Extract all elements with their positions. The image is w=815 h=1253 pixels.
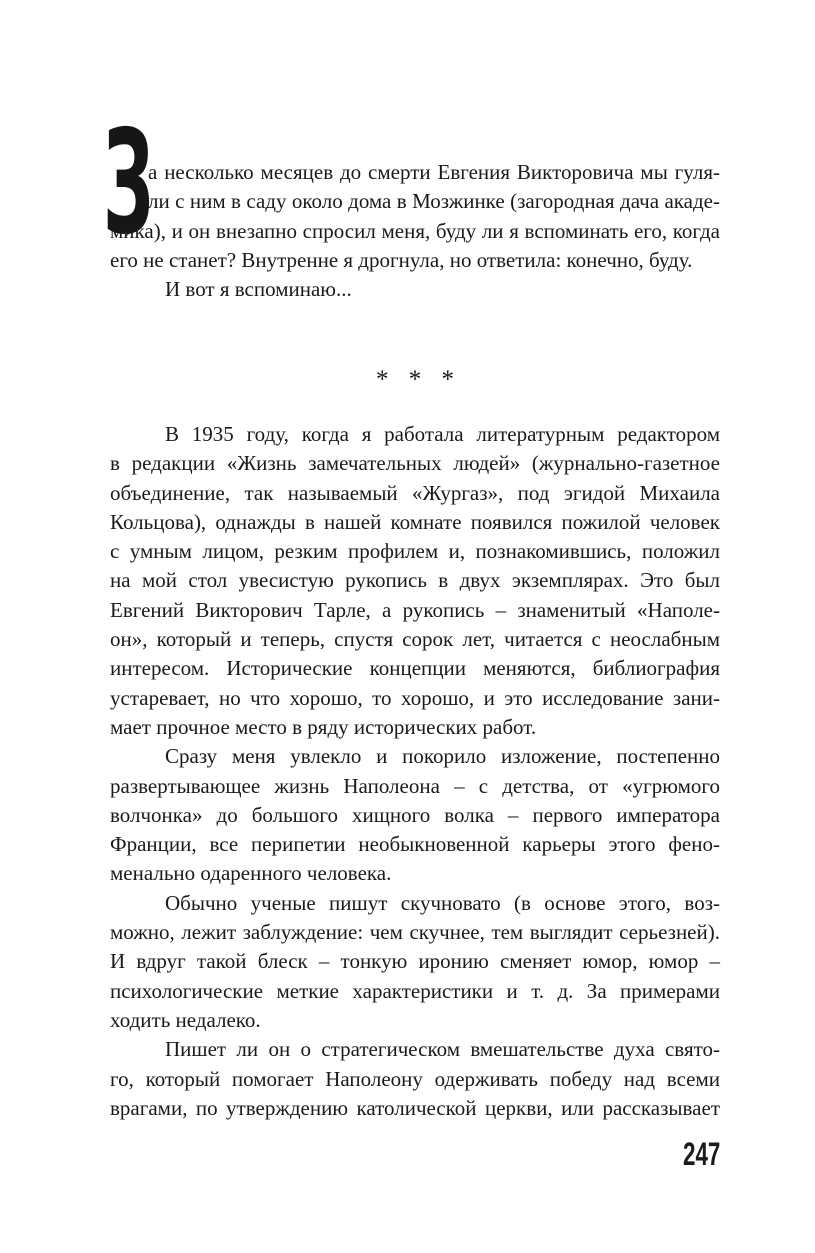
text-line: го, который помогает Наполеону одерживать победу над всеми	[110, 1066, 720, 1091]
text-line: можно, лежит заблуждение: чем скучнее, тем выглядит серьезней).	[110, 920, 720, 945]
dropcap-letter: З	[103, 99, 154, 266]
text-line: менально одаренного человека.	[110, 861, 392, 886]
text-line: развертывающее жизнь Наполеона – с детства, от «угрюмого	[110, 773, 720, 798]
text-line: Кольцова), однажды в нашей комнате появился пожилой человек	[110, 509, 720, 534]
section-separator: * * *	[376, 366, 454, 393]
text-line: ходить недалеко.	[110, 1007, 261, 1032]
text-line: с умным лицом, резким профилем и, познакомившись, положил	[110, 539, 720, 564]
text-line: врагами, по утверждению католической церкви, или рассказывает	[110, 1095, 720, 1120]
text-line: мает прочное место в ряду исторических работ.	[110, 714, 537, 739]
text-line: мика), и он внезапно спросил меня, буду ли я вспоминать его, когда	[110, 218, 720, 243]
text-line: на мой стол увесистую рукопись в двух экземплярах. Это был	[110, 568, 720, 593]
text-line: Сразу меня увлекло и покорило изложение, постепенно	[165, 744, 720, 769]
text-line: В 1935 году, когда я работала литературным редактором	[165, 422, 720, 446]
opening-paragraphs	[110, 158, 720, 304]
text-line: его не станет? Внутренне я дрогнула, но ответила: конечно, буду.	[110, 247, 693, 272]
text-line: Обычно ученые пишут скучновато (в основе этого, воз-	[165, 890, 720, 915]
text-line: интересом. Исторические концепции меняются, библиография	[110, 656, 720, 681]
text-line: устаревает, но что хорошо, то хорошо, и это исследование зани-	[110, 685, 720, 710]
text-line: Евгений Викторович Тарле, а рукопись – знаменитый «Наполе-	[110, 597, 720, 622]
text-line: волчонка» до большого хищного волка – первого императора	[110, 802, 720, 827]
text-line: а несколько месяцев до смерти Евгения Викторовича мы гуля-	[148, 160, 720, 184]
main-text	[110, 420, 720, 1123]
text-line: психологические меткие характеристики и т. д. За примерами	[110, 978, 720, 1003]
text-line: И вдруг такой блеск – тонкую иронию сменяет юмор, юмор –	[110, 949, 720, 974]
text-line: И вот я вспоминаю...	[165, 277, 352, 302]
page-number: 247	[682, 1136, 720, 1172]
text-line: ли с ним в саду около дома в Мозжинке (загородная дача акаде-	[148, 189, 720, 214]
text-line: он», который и теперь, спустя сорок лет, читается с неослабным	[110, 627, 720, 652]
text-line: в редакции «Жизнь замечательных людей» (журнально-газетное	[110, 451, 720, 476]
text-line: Франции, все перипетии необыкновенной карьеры этого фено-	[110, 832, 720, 857]
text-line: Пишет ли он о стратегическом вмешательстве духа свято-	[165, 1037, 720, 1062]
text-line: объединение, так называемый «Жургаз», под эгидой Михаила	[110, 480, 720, 505]
